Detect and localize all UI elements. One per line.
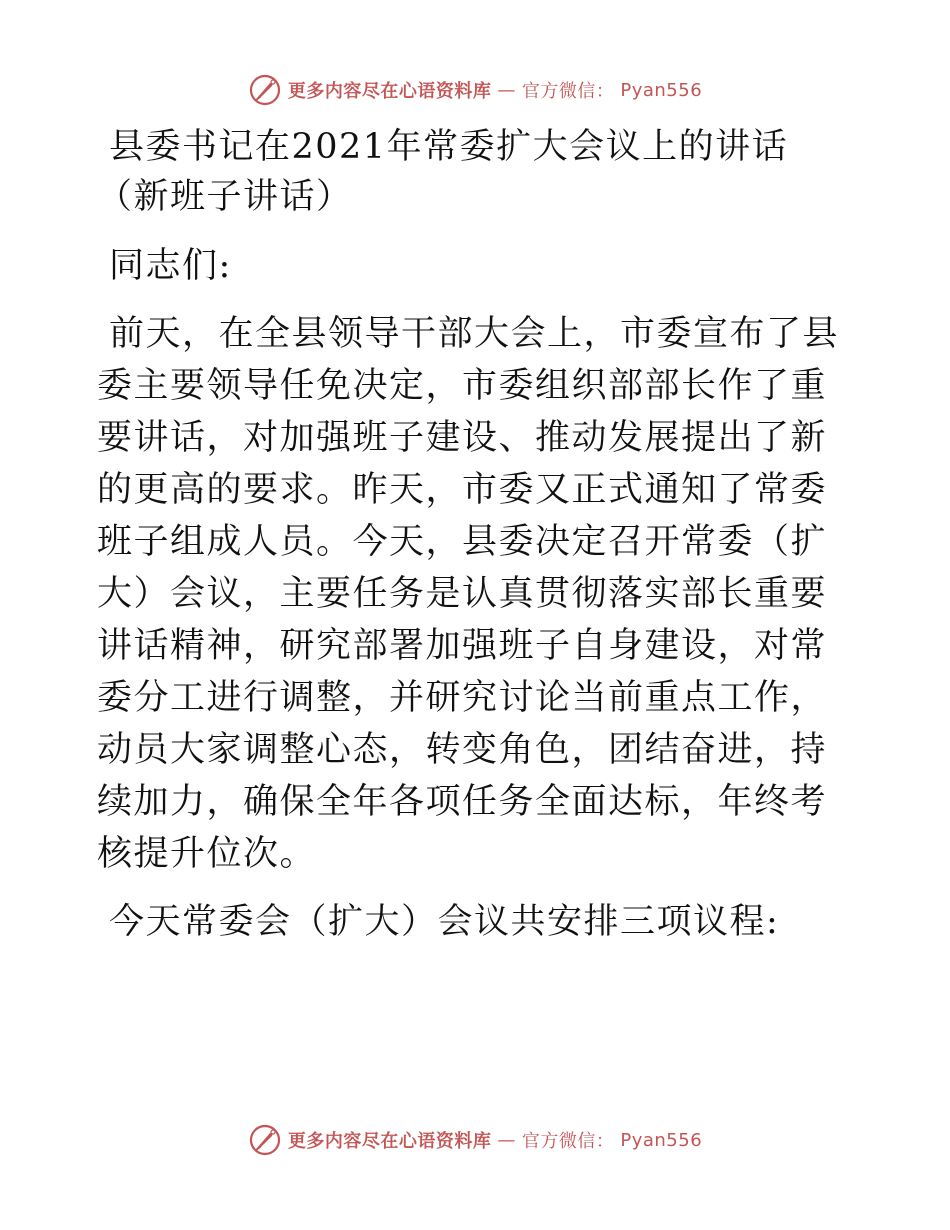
document-body [97, 122, 857, 964]
watermark-content [248, 73, 702, 107]
paragraph-1: 前天，在全县领导干部大会上，市委宣布了县委主要领导任免决定，市委组织部部长作了重要讲话，对加强班子建设、推动发展提出了新的更高的要求。昨天，市委又正式通知了常委班子组成人员。今天，县委决定召开常委（扩大）会议，主要任务是认真贯彻落实部长重要讲话精神，研究部署加强班子自身建设，对常委分工进行调整，并研究讨论当前重点工作，动员大家调整心态，转变角色，团结奋进，持续加力，确保全年各项任务全面达标，年终考核提升位次。 [97, 314, 840, 874]
watermark-separator: — [497, 1129, 516, 1151]
watermark-wechat-label: 官方微信： [521, 1131, 615, 1152]
document-title: 县委书记在2021年常委扩大会议上的讲话（新班子讲话） [97, 127, 789, 217]
watermark-header [0, 70, 950, 110]
watermark-content [248, 1123, 702, 1157]
feather-pen-logo-icon [248, 1123, 282, 1157]
watermark-separator: — [497, 79, 516, 101]
watermark-site-text: 更多内容尽在心语资料库 [287, 81, 492, 102]
feather-pen-logo-icon [248, 73, 282, 107]
watermark-footer [0, 1120, 950, 1160]
watermark-account: Pyan556 [620, 1129, 703, 1151]
watermark-site-text: 更多内容尽在心语资料库 [287, 1131, 492, 1152]
watermark-account: Pyan556 [620, 79, 703, 101]
watermark-wechat-label: 官方微信： [521, 81, 615, 102]
salutation: 同志们: [109, 246, 232, 286]
paragraph-2: 今天常委会（扩大）会议共安排三项议程: [109, 902, 780, 942]
